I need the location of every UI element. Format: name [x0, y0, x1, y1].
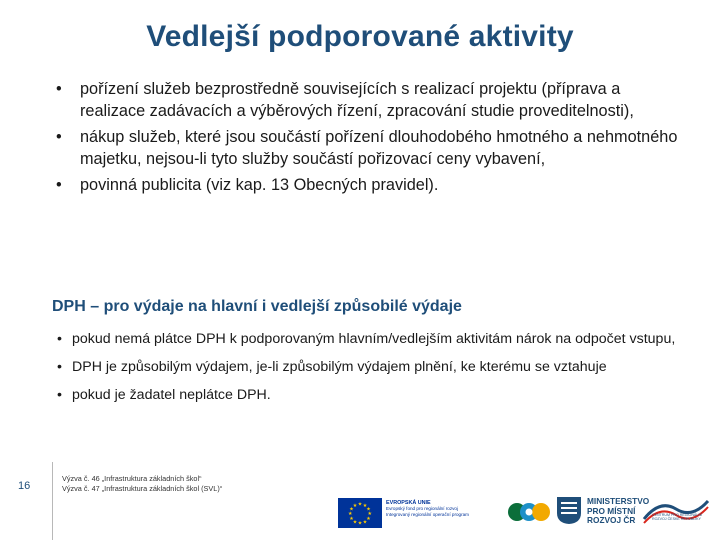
list-item	[57, 358, 697, 377]
list-item	[56, 126, 686, 170]
vat-subheading: DPH – pro výdaje na hlavní i vedlejší způsobilé výdaje	[52, 298, 462, 315]
call-line: Výzva č. 46 „Infrastruktura základních škol“	[62, 474, 202, 483]
list-item	[56, 78, 686, 122]
bullet-text: povinná publicita (viz kap. 13 Obecných pravidel).	[80, 176, 439, 194]
ministry-line: PRO MÍSTNÍ	[587, 505, 636, 516]
slide-footer	[0, 462, 720, 540]
bullet-icon: •	[56, 80, 62, 98]
svg-text:★: ★	[366, 506, 371, 513]
bullet-icon: •	[57, 359, 62, 375]
svg-text:★: ★	[362, 519, 368, 526]
svg-text:★: ★	[352, 502, 358, 509]
svg-text:★: ★	[367, 511, 373, 518]
bullet-text: pokud nemá plátce DPH k podporovaným hlavním/vedlejším aktivitám nárok na odpočet vstupu,	[72, 331, 676, 347]
bullet-text: pořízení služeb bezprostředně souvisejících s realizací projektu (příprava a realizace zadávacích a výběrových řízení, zpracování studie proveditelnosti),	[80, 80, 634, 120]
ministry-line: ROZVOJ ČR	[587, 515, 636, 525]
bullet-icon: •	[57, 387, 62, 403]
main-bullet-list	[56, 78, 686, 200]
svg-text:★: ★	[357, 520, 363, 527]
bullet-icon: •	[57, 331, 62, 347]
bullet-text: pokud je žadatel neplátce DPH.	[72, 387, 271, 403]
regional-centre-logo-icon	[640, 495, 712, 529]
eu-flag-icon	[338, 498, 382, 528]
bullet-icon: •	[56, 128, 62, 146]
svg-text:★: ★	[349, 515, 354, 522]
ministry-line: MINISTERSTVO	[587, 496, 650, 506]
footer-divider	[52, 462, 53, 540]
list-item	[56, 174, 686, 196]
bullet-text: nákup služeb, které jsou součástí pořízení dlouhodobého hmotného a nehmotného majetku, nejsou-li tyto služby součástí pořizovací ceny vybavení,	[80, 128, 678, 168]
svg-text:★: ★	[362, 502, 368, 509]
bullet-text: DPH je způsobilým výdajem, je-li způsobilým výdajem plnění, ke kterému se vztahuje	[72, 359, 607, 375]
eu-title: EVROPSKÁ UNIE	[386, 500, 431, 506]
svg-text:★: ★	[357, 501, 363, 508]
svg-text:★: ★	[349, 506, 354, 513]
eu-fund: Evropský fond pro regionální rozvoj	[386, 506, 459, 511]
eu-logo-text	[386, 500, 496, 518]
bullet-icon: •	[56, 176, 62, 194]
page-number: 16	[18, 480, 31, 492]
call-names	[62, 474, 222, 494]
call-line: Výzva č. 47 „Infrastruktura základních škol (SVL)“	[62, 484, 223, 493]
ministry-emblem-icon	[555, 495, 583, 525]
svg-text:★: ★	[366, 515, 371, 522]
eu-program: Integrovaný regionální operační program	[386, 512, 469, 517]
list-item	[57, 386, 697, 405]
svg-text:★: ★	[347, 511, 353, 518]
slide-title: Vedlejší podporované aktivity	[146, 20, 574, 53]
regional-centre-name: CENTRUM PRO REGIONÁLNÍ ROZVOJ ČESKÉ REPUBLIKY	[652, 513, 702, 522]
vat-bullet-list	[57, 330, 697, 414]
program-logo-icon	[505, 496, 553, 528]
svg-text:★: ★	[352, 519, 358, 526]
list-item	[57, 330, 697, 349]
